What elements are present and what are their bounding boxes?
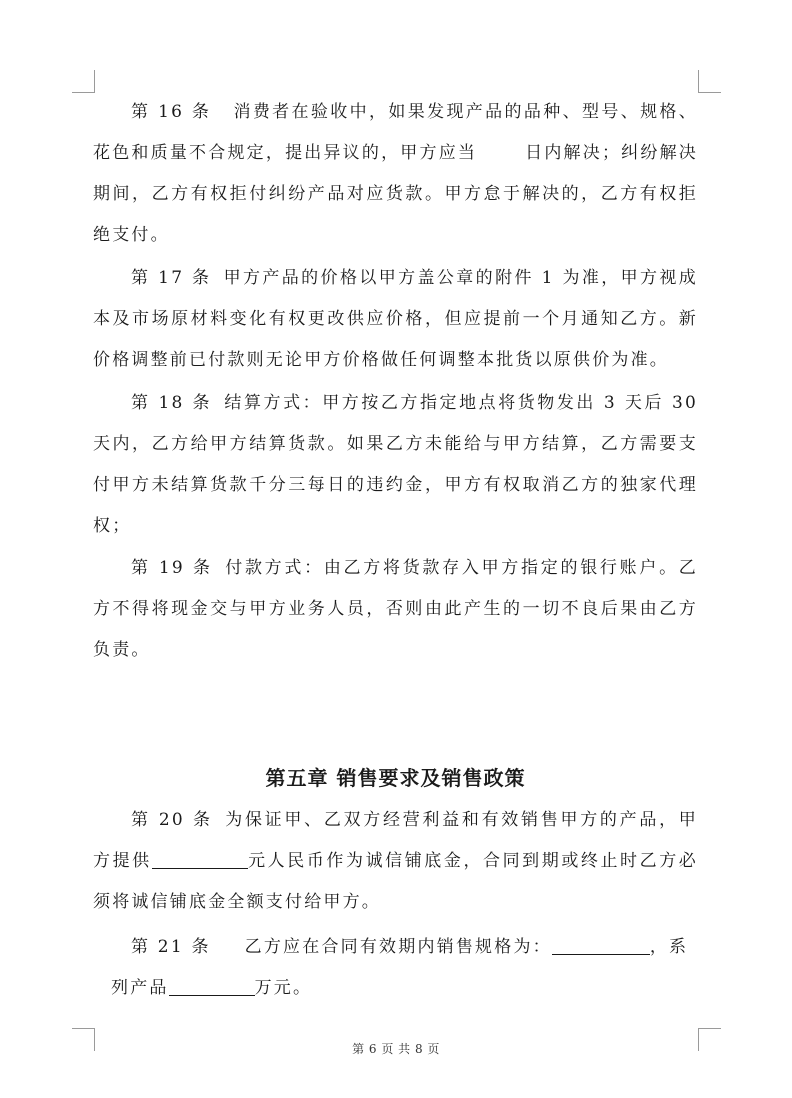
article-20-amount-blank (152, 850, 248, 869)
article-21-text-b: ，系 (649, 937, 689, 957)
chapter-title: 第五章 销售要求及销售政策 (265, 766, 526, 790)
article-21-text-c: 列产品 (111, 978, 169, 998)
document-body-upper (93, 92, 698, 671)
article-17-number: 第 17 条 (131, 268, 212, 288)
article-17-paragraph (93, 258, 698, 381)
crop-mark-top-right (698, 70, 721, 93)
article-17-text: 甲方产品的价格以甲方盖公章的附件 1 为准，甲方视成本及市场原材料变化有权更改供应价格，但应提前一个月通知乙方。新价格调整前已付款则无论甲方价格做任何调整本批货以原供价为准。 (93, 268, 698, 370)
article-16-text-b: 日内解决；纠纷解决期间，乙方有权拒付纠纷产品对应货款。甲方怠于解决的，乙方有权拒绝支付。 (93, 143, 698, 245)
article-21-spec-blank (552, 936, 650, 955)
article-20-text-b: 元人民币作为诚信铺底金，合同到期或终止时乙方必须将诚信铺底金全额支付给甲方。 (93, 851, 698, 912)
article-18-number: 第 18 条 (131, 393, 213, 413)
article-16-text-a: 消费者在验收中，如果发现产品的品种、型号、规格、花色和质量不合规定，提出异议的，甲方应当 (93, 102, 698, 163)
article-21-number: 第 21 条 (131, 937, 211, 957)
article-21-text-d: 万元。 (254, 978, 313, 998)
article-19-paragraph (93, 548, 698, 671)
article-16-paragraph (93, 92, 698, 256)
page-footer: 第 6 页 共 8 页 (352, 1042, 440, 1056)
crop-mark-top-left (72, 70, 95, 93)
article-18-text: 结算方式：甲方按乙方指定地点将货物发出 3 天后 30 天内，乙方给甲方结算货款。如果乙方未能给与甲方结算，乙方需要支付甲方未结算货款千分三每日的违约金，甲方有权取消乙方的独家代理权； (93, 393, 698, 536)
article-16-number: 第 16 条 (131, 102, 212, 122)
article-20-paragraph (93, 800, 698, 923)
article-20-number: 第 20 条 (131, 810, 213, 830)
article-19-text: 付款方式：由乙方将货款存入甲方指定的银行账户。乙方不得将现金交与甲方业务人员，否则由此产生的一切不良后果由乙方负责。 (93, 558, 698, 660)
article-21-paragraph (93, 927, 698, 968)
article-18-paragraph (93, 383, 698, 547)
article-20-text-a: 为保证甲、乙双方经营利益和有效销售甲方的产品，甲方提供 (93, 810, 698, 871)
article-21-text-a: 乙方应在合同有效期内销售规格为： (244, 937, 552, 957)
article-21-amount-blank (169, 977, 255, 996)
article-19-number: 第 19 条 (131, 558, 213, 578)
document-body-lower (93, 800, 698, 1009)
article-21-continuation (93, 968, 698, 1009)
